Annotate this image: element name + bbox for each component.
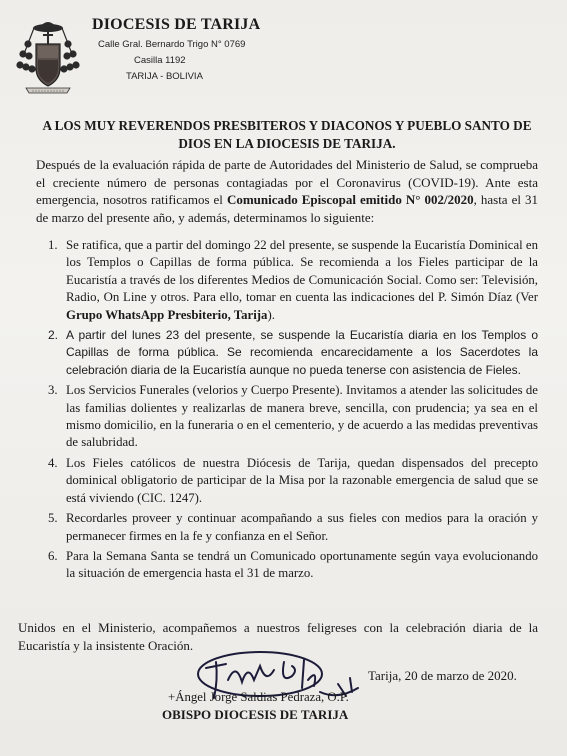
list-item bbox=[48, 510, 538, 545]
item-text: Para la Semana Santa se tendrá un Comunicado oportunamente según vaya evolucionando la situación de emergencia hasta el 31 de marzo. bbox=[66, 548, 538, 581]
item-text-tail: ). bbox=[267, 307, 275, 322]
intro-text-end: , hasta el 31 de marzo del presente año, y además, determinamos lo siguiente: bbox=[36, 192, 539, 225]
item-text: Los Servicios Funerales (velorios y Cuerpo Presente). Invitamos a atender las solicitudes de las familias dolientes y realizarlas de manera breve, sencilla, con prudencia; ya sea en el mismo domicilio, en la funeraria o en el cementerio, y de acuerdo a las medidas preventivas de salubridad. bbox=[66, 383, 538, 450]
address-po-box: Casilla 1192 bbox=[134, 55, 186, 66]
list-item bbox=[48, 382, 538, 452]
letter-heading: A LOS MUY REVERENDOS PRESBITEROS Y DIACONOS Y PUEBLO SANTO DE DIOS EN LA DIOCESIS DE TARIJA. bbox=[42, 118, 532, 151]
item-text: Recordarles proveer y continuar acompañando a sus fieles con medios para la oración y permanecer firmes en la fe y confianza en el Señor. bbox=[66, 511, 538, 543]
signer-title: OBISPO DIOCESIS DE TARIJA bbox=[162, 707, 349, 722]
address-street: Calle Gral. Bernardo Trigo N° 0769 bbox=[98, 39, 246, 50]
item-number: 2. bbox=[48, 328, 59, 343]
item-number: 3. bbox=[48, 383, 58, 398]
item-text: Se ratifica, que a partir del domingo 22 del presente, se suspende la Eucaristía Dominical en los Templos o Capillas de forma pública. Se recomienda a los Fieles participar de la Eucaristía a través de los diferentes Medios de Comunicación Social. Como ser: Televisión, Radio, On Line y otros. Para ello, tomar en cuenta las indicaciones del P. Simón Díaz (Ver bbox=[66, 238, 538, 305]
place-and-date: Tarija, 20 de marzo de 2020. bbox=[368, 668, 517, 683]
item-text: A partir del lunes 23 del presente, se suspende la Eucaristía diaria en los Templos o Capillas de forma pública. Se recomienda encarecidamente a los Sacerdotes la celebración diaria de la Eucaristía aunque no pueda tenerse con asistencia de Fieles. bbox=[66, 328, 538, 377]
list-item bbox=[48, 455, 538, 507]
episcopal-coat-of-arms-icon bbox=[12, 14, 84, 100]
item-text: Los Fieles católicos de nuestra Diócesis de Tarija, quedan dispensados del precepto dominical obligatorio de participar de la Misa por la razonable emergencia de salud que se está viviendo (CIC. 1247). bbox=[66, 455, 538, 505]
list-item bbox=[48, 237, 538, 324]
intro-paragraph bbox=[36, 156, 538, 226]
directives-list bbox=[48, 237, 538, 586]
address-city: TARIJA - BOLIVIA bbox=[126, 71, 203, 82]
intro-bold-reference: Comunicado Episcopal emitido N° 002/2020 bbox=[226, 192, 474, 207]
list-item bbox=[48, 327, 538, 379]
diocese-name: DIOCESIS DE TARIJA bbox=[92, 16, 261, 33]
list-item bbox=[48, 548, 538, 583]
item-bold-text: Grupo WhatsApp Presbiterio, Tarija bbox=[66, 307, 268, 322]
item-number: 5. bbox=[48, 511, 58, 526]
item-number: 1. bbox=[48, 238, 58, 252]
item-number: 6. bbox=[48, 548, 58, 563]
item-number: 4. bbox=[48, 455, 58, 470]
intro-text: Después de la evaluación rápida de parte de Autoridades del Ministerio de Salud, se comprueba el creciente número de personas contagiadas por el Coronavirus (COVID-19). Ante esta emergencia, nosotros ratificamos el bbox=[36, 157, 538, 207]
signer-name: +Ángel Jorge Saldias Pedraza, O.P. bbox=[168, 690, 349, 704]
closing-paragraph: Unidos en el Ministerio, acompañemos a nuestros feligreses con la celebración diaria de la Eucaristía y la insistente Oración. bbox=[18, 620, 538, 653]
